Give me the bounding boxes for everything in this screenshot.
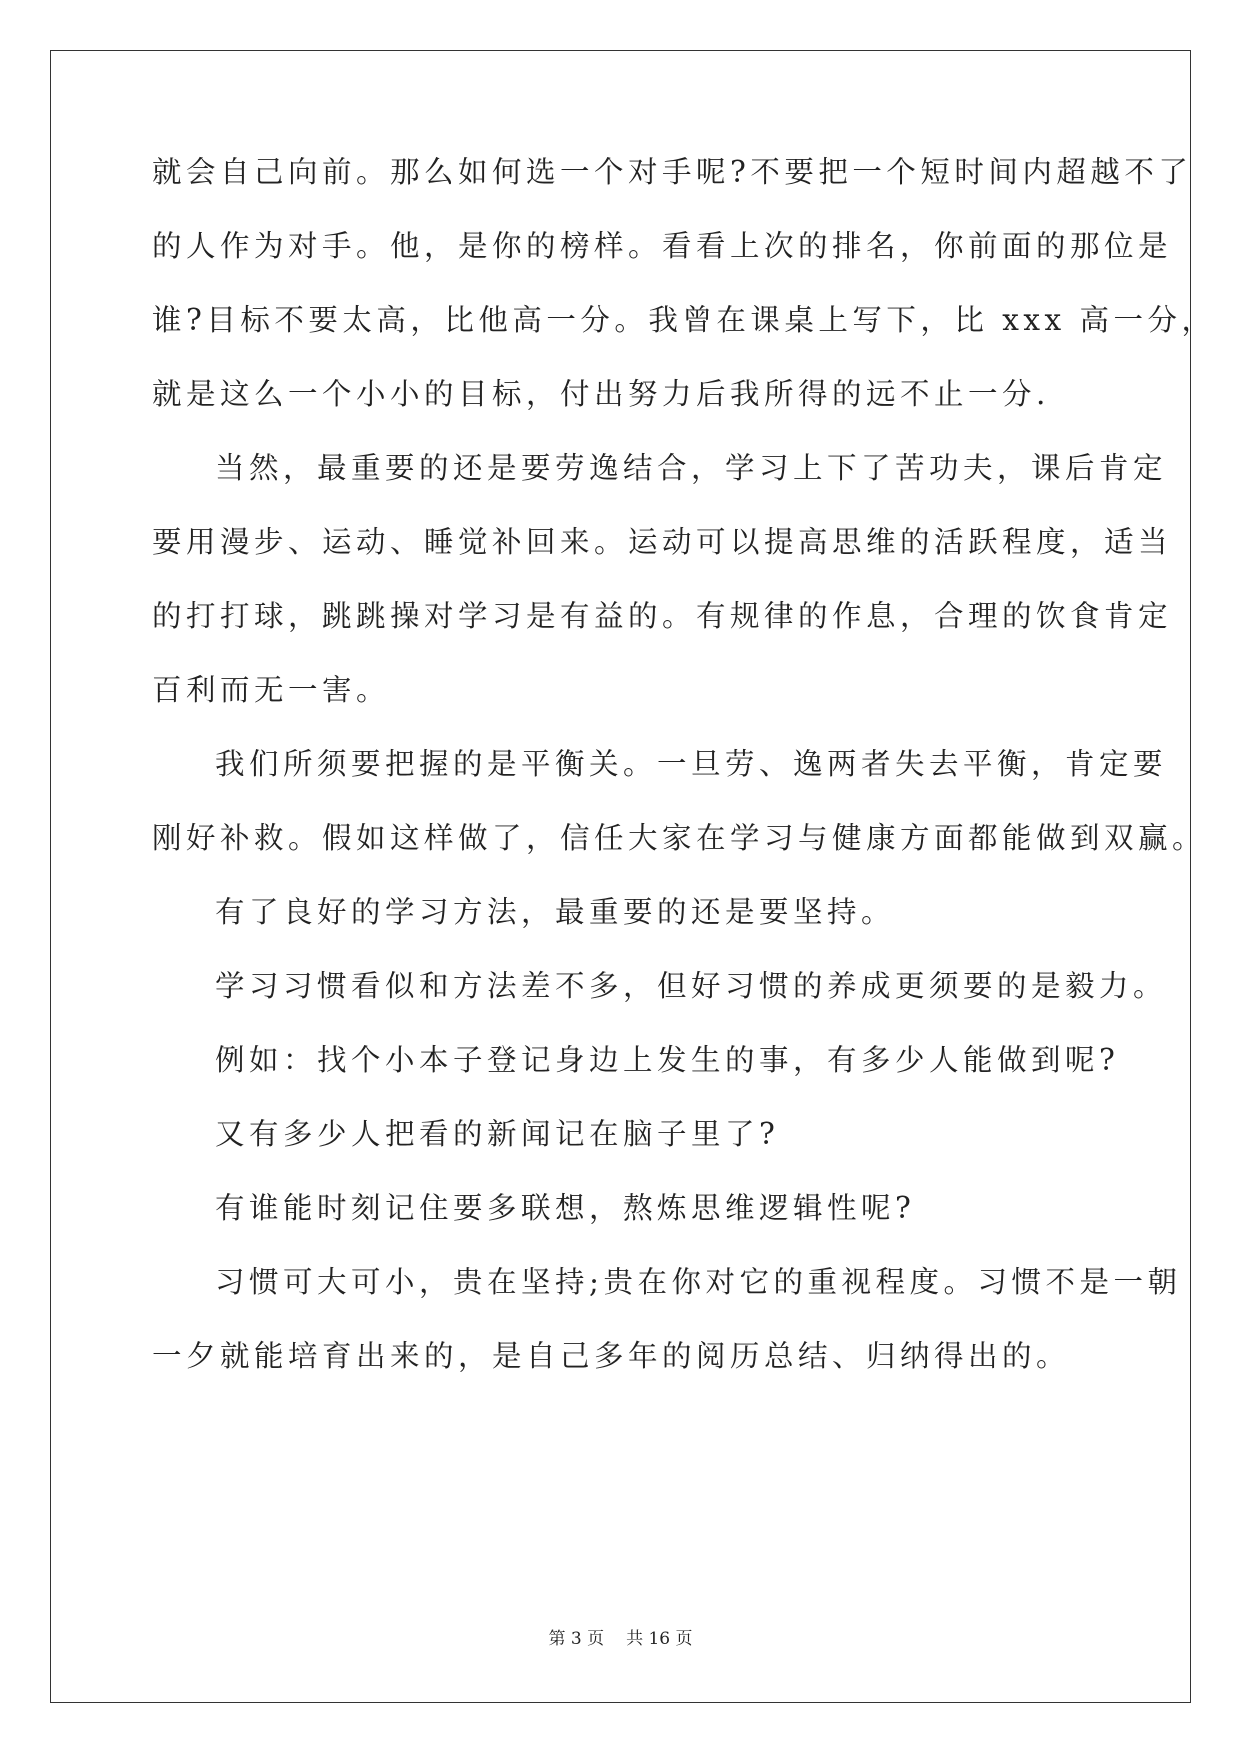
page-number: 第 3 页: [548, 1629, 605, 1649]
text-line: 刚好补救。假如这样做了，信任大家在学习与健康方面都能做到双赢。: [152, 821, 1207, 855]
text-line: 就会自己向前。那么如何选一个对手呢?不要把一个短时间内超越不了: [152, 155, 1193, 189]
text-line: 要用漫步、运动、睡觉补回来。运动可以提高思维的活跃程度，适当: [152, 525, 1173, 559]
text-line: 的打打球，跳跳操对学习是有益的。有规律的作息，合理的饮食肯定: [152, 599, 1173, 633]
paragraph-first-line: 习惯可大可小，贵在坚持;贵在你对它的重视程度。习惯不是一朝: [215, 1265, 1182, 1299]
text-line: 就是这么一个小小的目标，付出努力后我所得的远不止一分.: [152, 377, 1050, 411]
text-line: 的人作为对手。他，是你的榜样。看看上次的排名，你前面的那位是: [152, 229, 1173, 263]
paragraph-first-line: 我们所须要把握的是平衡关。一旦劳、逸两者失去平衡，肯定要: [215, 747, 1168, 781]
text-line: 一夕就能培育出来的，是自己多年的阅历总结、归纳得出的。: [152, 1339, 1071, 1373]
paragraph-first-line: 例如：找个小本子登记身边上发生的事，有多少人能做到呢?: [215, 1043, 1120, 1077]
text-line: 谁?目标不要太高，比他高一分。我曾在课桌上写下，比 xxx 高一分，: [152, 303, 1216, 337]
page-border: [50, 50, 1191, 1703]
paragraph-first-line: 有了良好的学习方法，最重要的还是要坚持。: [215, 895, 896, 929]
paragraph-first-line: 当然，最重要的还是要劳逸结合，学习上下了苦功夫，课后肯定: [215, 451, 1168, 485]
page-footer: [0, 1628, 1241, 1650]
page-total: 共 16 页: [626, 1629, 693, 1649]
paragraph-first-line: 有谁能时刻记住要多联想，熬炼思维逻辑性呢?: [215, 1191, 916, 1225]
paragraph-first-line: 又有多少人把看的新闻记在脑子里了?: [215, 1117, 780, 1151]
paragraph-first-line: 学习习惯看似和方法差不多，但好习惯的养成更须要的是毅力。: [215, 969, 1168, 1003]
text-line: 百利而无一害。: [152, 673, 391, 707]
